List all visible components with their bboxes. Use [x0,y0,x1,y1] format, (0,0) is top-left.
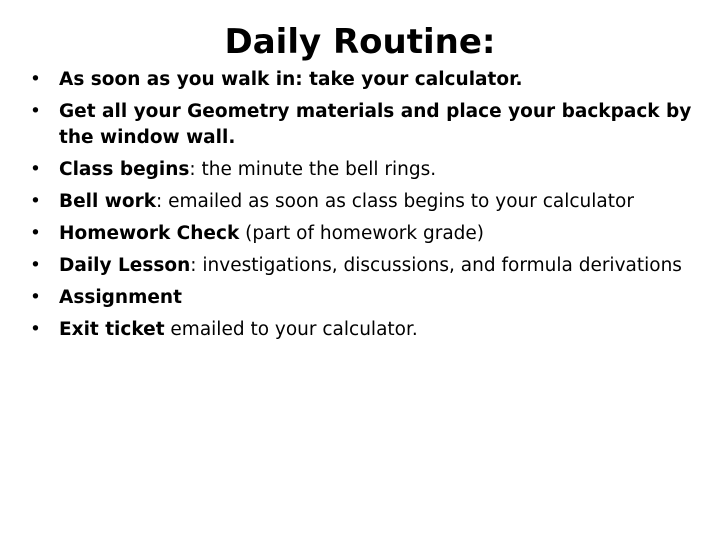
bullet-term: Assignment [59,287,182,308]
bullet-item [30,189,700,215]
bullet-text: emailed to your calculator. [164,319,418,340]
bullet-text: : emailed as soon as class begins to your calculator [156,191,634,212]
bullet-term: Class begins [59,159,190,180]
slide-title [0,18,720,66]
bullet-item [30,221,700,247]
bullet-item [30,157,700,183]
slide-title-text: Daily Routine: [224,22,496,62]
bullet-text: As soon as you walk in: take your calculator. [59,69,523,90]
bullet-item [30,253,700,279]
bullet-dot-icon: • [30,159,41,180]
bullet-dot-icon: • [30,319,41,340]
bullet-text: (part of homework grade) [239,223,485,244]
bullet-term: Exit ticket [59,319,165,340]
bullet-dot-icon: • [30,223,41,244]
bullet-text: Get all your Geometry materials and place your backpack by the window wall. [59,101,692,148]
bullet-dot-icon: • [30,69,41,90]
bullet-term: Bell work [59,191,156,212]
bullet-text: : the minute the bell rings. [189,159,437,180]
bullet-term: Daily Lesson [59,255,191,276]
bullet-list [30,67,700,349]
bullet-dot-icon: • [30,287,41,308]
bullet-term: Homework Check [59,223,240,244]
bullet-dot-icon: • [30,191,41,212]
bullet-dot-icon: • [30,101,41,122]
bullet-text: : investigations, discussions, and formula derivations [190,255,682,276]
bullet-dot-icon: • [30,255,41,276]
bullet-item [30,317,700,343]
bullet-item [30,99,700,151]
bullet-item [30,67,700,93]
bullet-item [30,285,700,311]
